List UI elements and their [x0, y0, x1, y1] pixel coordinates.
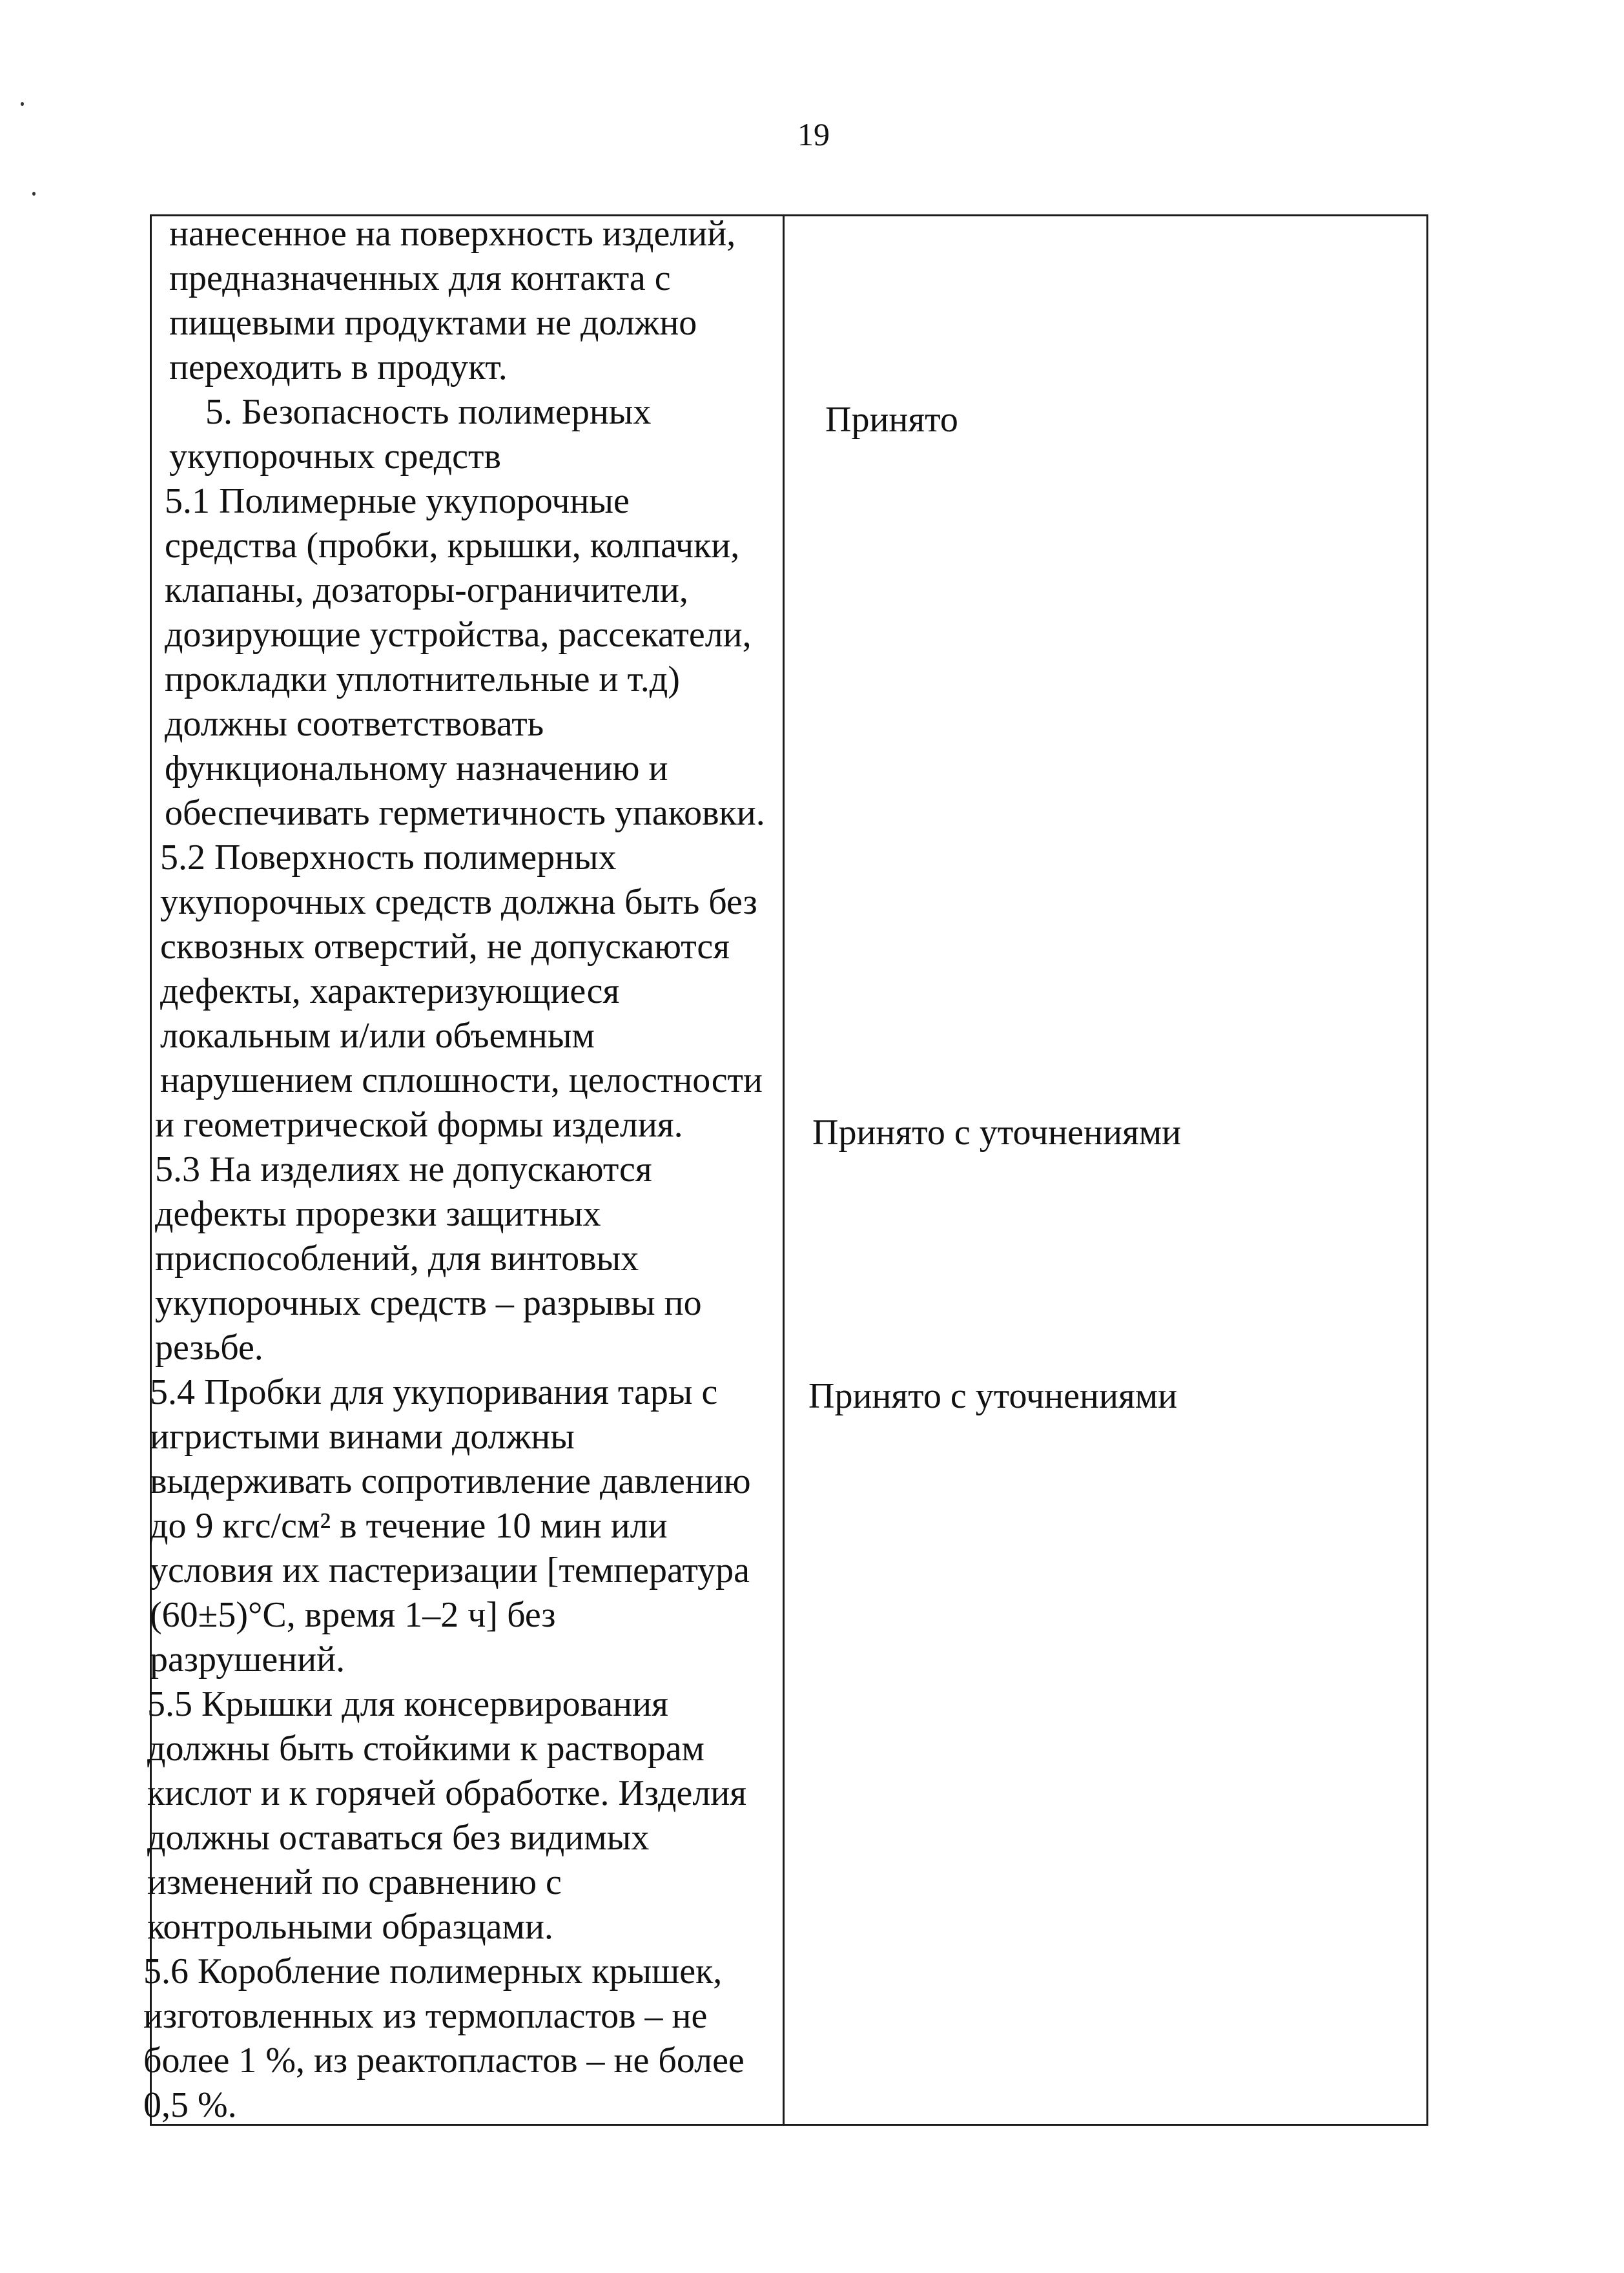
- left-text-line: выдерживать сопротивление давлению: [150, 1461, 751, 1501]
- left-text-line: разрушений.: [150, 1640, 345, 1680]
- left-text-line: укупорочных средств – разрывы по: [155, 1283, 702, 1323]
- left-text-line: должны быть стойкими к растворам: [147, 1729, 704, 1769]
- page-number: 19: [797, 116, 830, 152]
- left-text-line: локальным и/или объемным: [160, 1016, 595, 1056]
- left-text-line: 5.5 Крышки для консервирования: [147, 1684, 668, 1724]
- left-text-line: более 1 %, из реактопластов – не более: [143, 2041, 745, 2081]
- left-text-line: пищевыми продуктами не должно: [169, 303, 697, 343]
- left-text-line: нарушением сплошности, целостности: [160, 1060, 763, 1100]
- left-text-line: 5.6 Коробление полимерных крышек,: [143, 1951, 723, 1991]
- left-text-line: изменений по сравнению с: [147, 1862, 562, 1902]
- left-text-line: функциональному назначению и: [165, 748, 668, 788]
- left-text-line: средства (пробки, крышки, колпачки,: [165, 526, 740, 566]
- left-text-line: до 9 кгс/см² в течение 10 мин или: [150, 1506, 668, 1546]
- left-text-line: укупорочных средств: [169, 437, 501, 477]
- left-text-line: контрольными образцами.: [147, 1907, 553, 1947]
- left-text-line: кислот и к горячей обработке. Изделия: [147, 1773, 747, 1813]
- left-text-line: должны оставаться без видимых: [147, 1818, 650, 1858]
- status-accepted: Принято: [825, 400, 958, 440]
- left-text-line: прокладки уплотнительные и т.д): [165, 659, 680, 699]
- left-text-line: 0,5 %.: [143, 2085, 237, 2125]
- left-text-line: 5.2 Поверхность полимерных: [160, 838, 617, 878]
- section-heading: 5. Безопасность полимерных: [205, 392, 652, 432]
- stray-mark: [32, 192, 36, 196]
- left-text-line: обеспечивать герметичность упаковки.: [165, 793, 765, 833]
- left-text-line: укупорочных средств должна быть без: [160, 882, 757, 922]
- left-text-line: должны соответствовать: [165, 704, 544, 744]
- left-text-line: дефекты прорезки защитных: [155, 1194, 601, 1234]
- stray-mark: [21, 102, 24, 106]
- left-text-line: приспособлений, для винтовых: [155, 1239, 639, 1279]
- left-text-line: переходить в продукт.: [169, 347, 508, 387]
- left-text-line: условия их пастеризации [температура: [150, 1550, 750, 1590]
- column-divider: [783, 214, 785, 2126]
- status-accepted-with-clarifications: Принято с уточнениями: [808, 1376, 1178, 1416]
- left-text-line: дозирующие устройства, рассекатели,: [165, 615, 752, 655]
- left-text-line: игристыми винами должны: [150, 1417, 575, 1457]
- left-text-line: 5.3 На изделиях не допускаются: [155, 1149, 652, 1189]
- left-text-line: нанесенное на поверхность изделий,: [169, 214, 736, 254]
- left-text-line: предназначенных для контакта с: [169, 258, 671, 298]
- left-text-line: резьбе.: [155, 1328, 263, 1368]
- left-text-line: изготовленных из термопластов – не: [143, 1996, 708, 2036]
- left-text-line: (60±5)°С, время 1–2 ч] без: [150, 1595, 556, 1635]
- left-text-line: сквозных отверстий, не допускаются: [160, 927, 730, 967]
- left-text-line: 5.4 Пробки для укупоривания тары с: [150, 1372, 718, 1412]
- left-text-line: дефекты, характеризующиеся: [160, 971, 620, 1011]
- left-text-line: 5.1 Полимерные укупорочные: [165, 481, 630, 521]
- left-text-line: и геометрической формы изделия.: [155, 1105, 683, 1145]
- status-accepted-with-clarifications: Принято с уточнениями: [812, 1113, 1182, 1153]
- left-text-line: клапаны, дозаторы-ограничители,: [165, 570, 688, 610]
